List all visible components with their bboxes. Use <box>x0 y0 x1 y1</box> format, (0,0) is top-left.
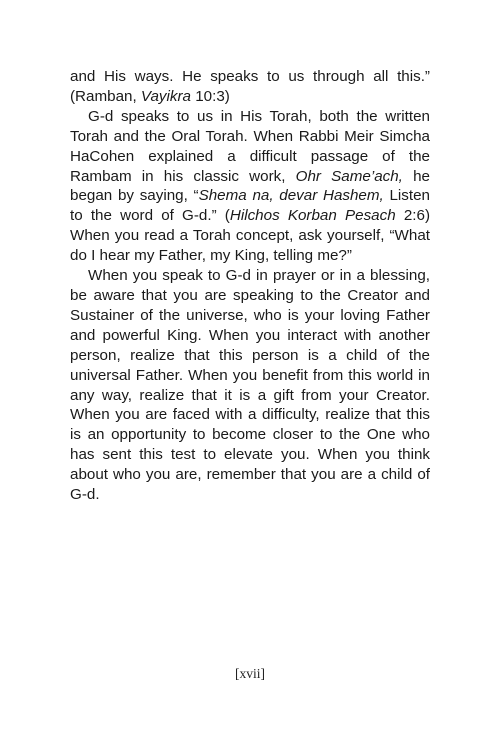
paragraph-1 <box>70 67 430 107</box>
italic-text-run: Shema na, devar Hashem, <box>198 187 384 205</box>
body-text <box>70 67 430 505</box>
page-number: [xvii] <box>235 666 265 681</box>
paragraph-3 <box>70 266 430 505</box>
italic-text-run: Vayikra <box>140 87 191 105</box>
text-run: 10:3) <box>191 87 230 105</box>
paragraph-2 <box>70 107 430 266</box>
italic-text-run: Hilchos Korban Pesach <box>229 207 396 225</box>
text-run: Listen to the word of G-d.” ( <box>70 187 431 225</box>
text-run: When you speak to G-d in prayer or in a blessing, be aware that you are speaking to the Creator and Sustainer of the universe, who is your loving Father and powerful King. When you interact with another person, realize that this person is a child of the universal Father. When you benefit from this world in any way, realize that it is a gift from your Creator. When you are faced with a difficulty, realize that this is an opportunity to become closer to the One who has sent this test to elevate you. When you think about who you are, remember that you are a child of G-d. <box>70 267 430 504</box>
text-run: 2:6) When you read a Torah concept, ask yourself, “What do I hear my Father, my King, telling me?” <box>70 207 430 265</box>
text-run: and His ways. He speaks to us through all this.” (Ramban, <box>70 68 430 105</box>
text-run: G-d speaks to us in His Torah, both the written Torah and the Oral Torah. When Rabbi Meir Simcha HaCohen explained a difficult passage of the Rambam in his classic work, <box>70 107 430 185</box>
text-run: he began by saying, “ <box>70 167 430 205</box>
italic-text-run: Ohr Same’ach, <box>295 167 403 185</box>
